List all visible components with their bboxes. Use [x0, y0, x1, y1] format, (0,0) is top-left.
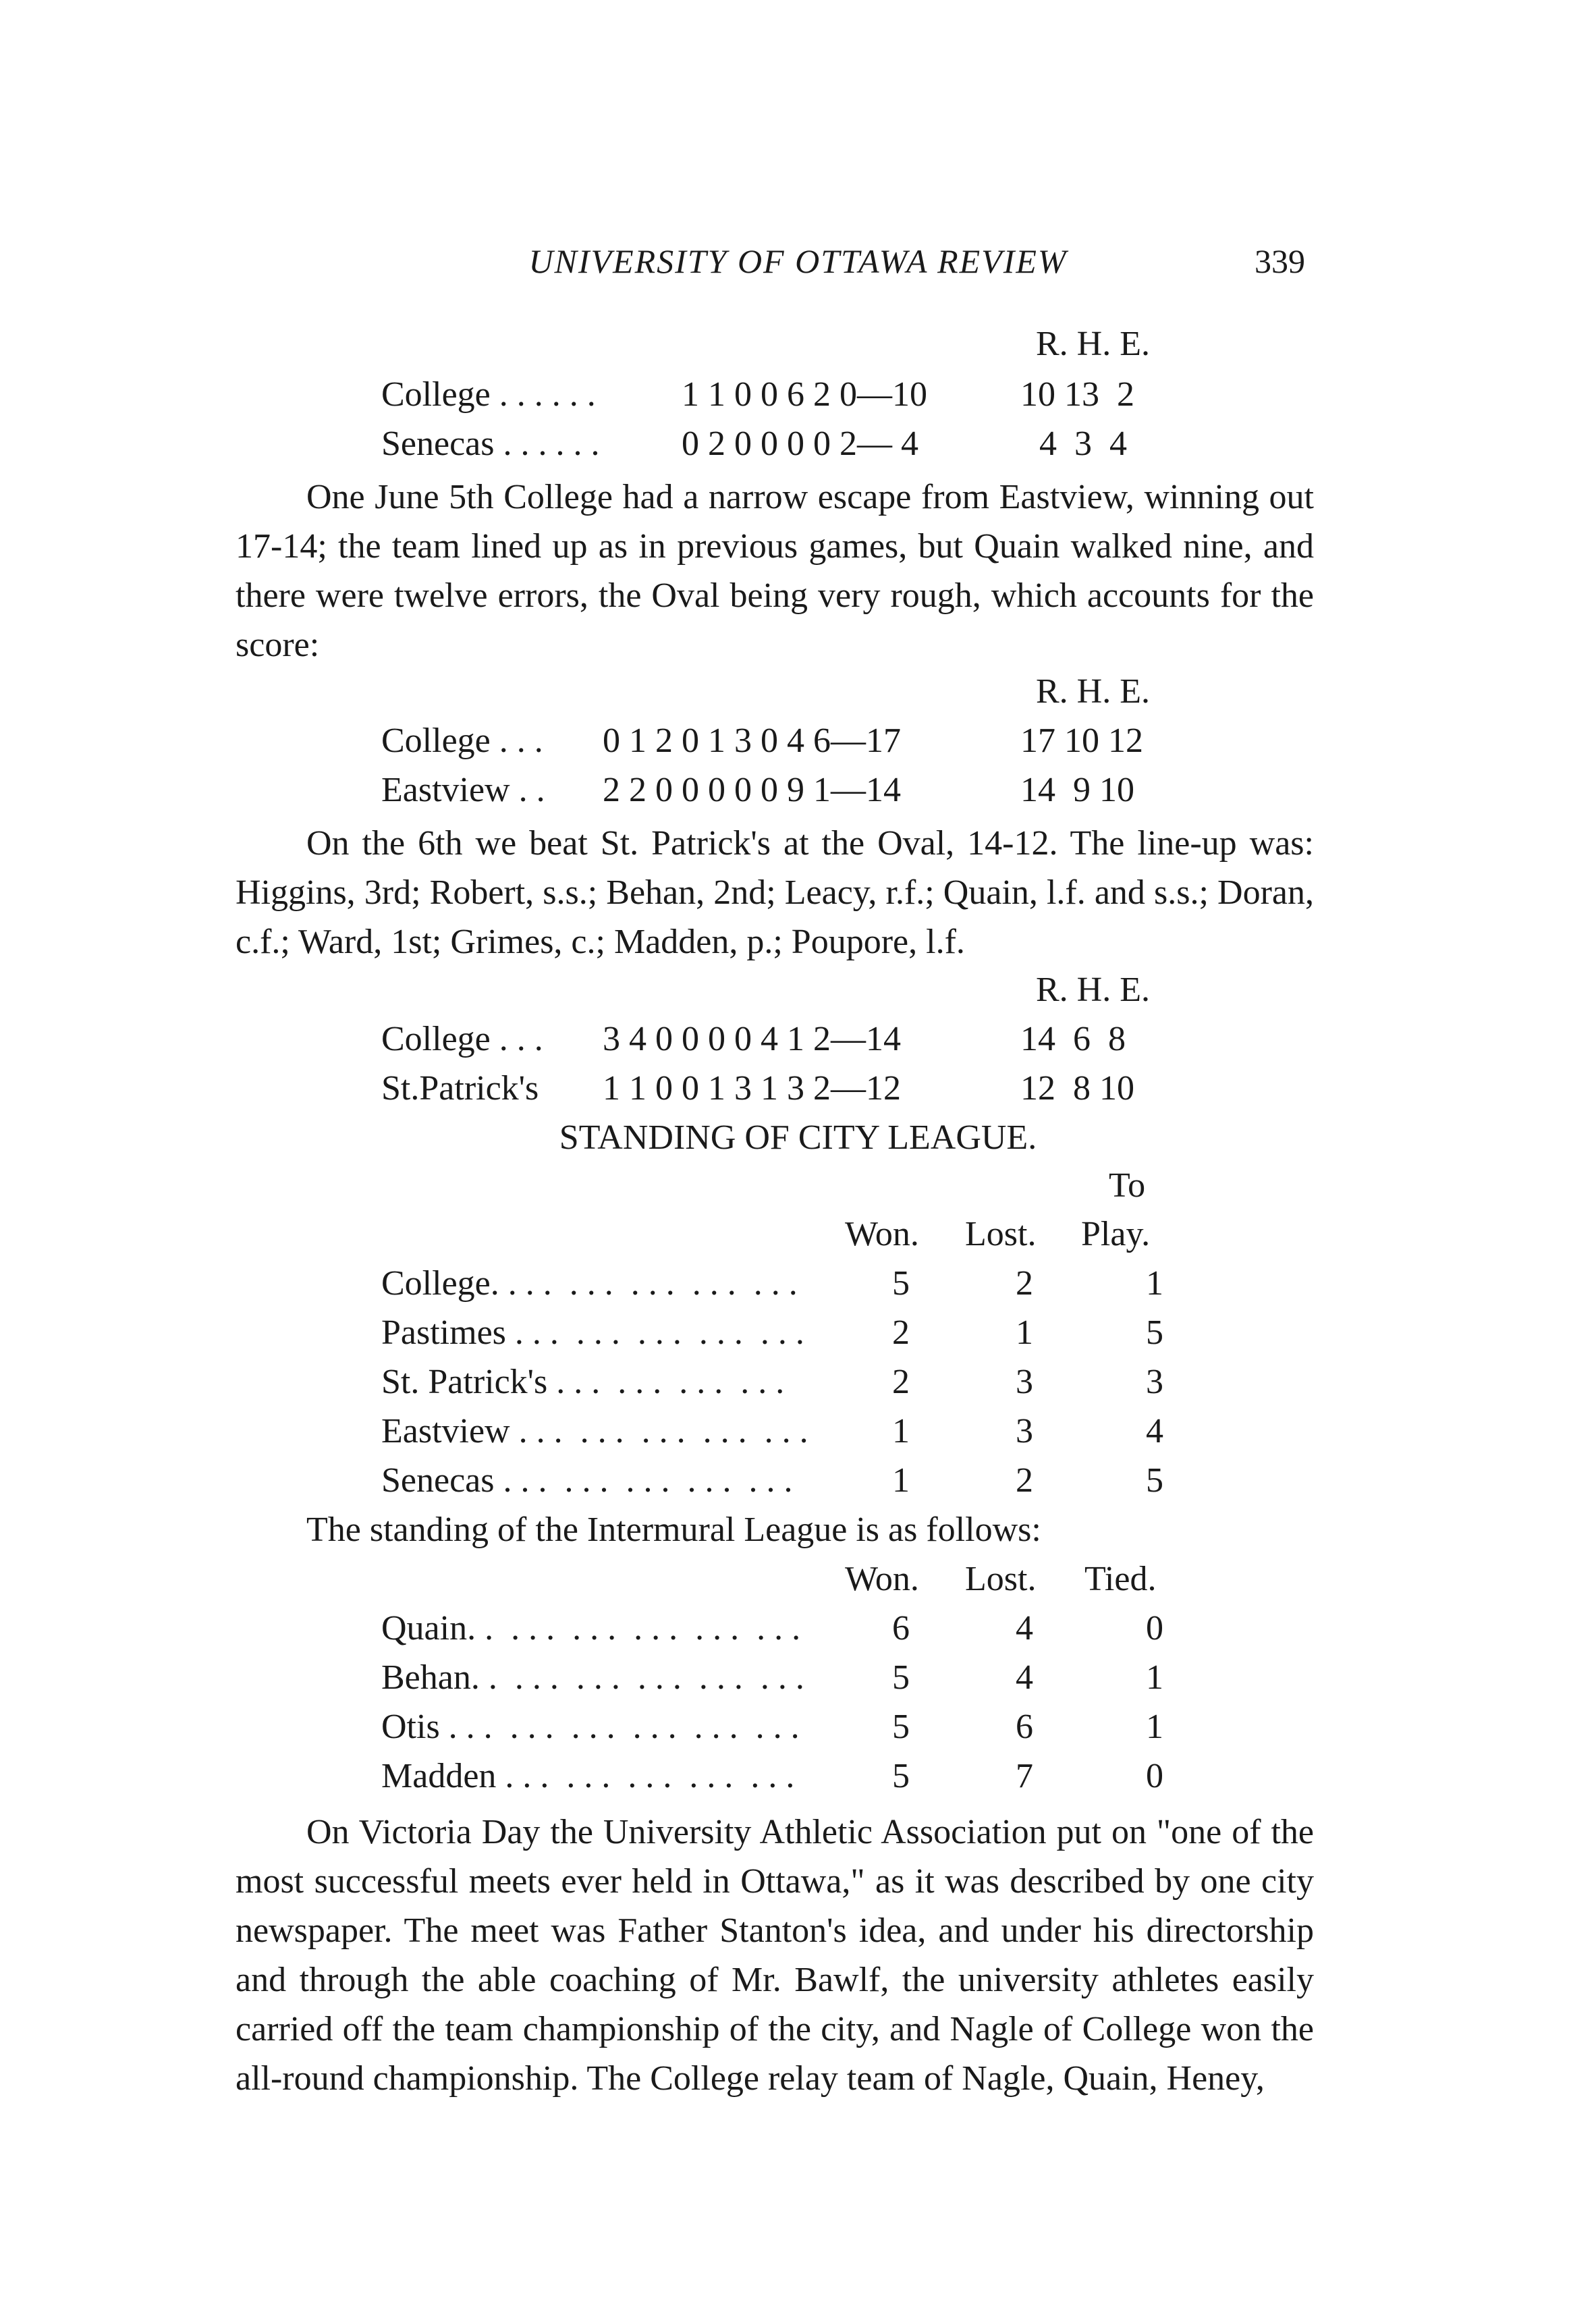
tied-value: 1: [1146, 1708, 1163, 1746]
team-name: Behan. . . . . . . . . . . . . . . . .: [381, 1658, 804, 1697]
won-value: 5: [892, 1757, 910, 1795]
intermural-intro: The standing of the Intermural League is as follows:: [306, 1511, 1041, 1549]
won-value: 2: [892, 1363, 910, 1401]
paragraph-st-patricks: On the 6th we beat St. Patrick's at the Oval, 14-12. The line-up was: Higgins, 3rd; Robert, s.s.; Behan, 2nd; Leacy, r.f.; Quain, l.f. and s.s.; Doran, c.f.; Ward, 1st; Grimes, c.; Madden, p.; Poupore, l.f.: [236, 824, 1314, 961]
lost-value: 2: [1016, 1264, 1033, 1303]
team-name: St. Patrick's . . . . . . . . . . . .: [381, 1363, 785, 1401]
city-league-title: STANDING OF CITY LEAGUE.: [559, 1118, 1037, 1157]
won-value: 5: [892, 1708, 910, 1746]
lost-value: 4: [1016, 1609, 1033, 1648]
box-team: College . . . . . .: [381, 375, 596, 414]
col-lost: Lost.: [965, 1215, 1037, 1253]
rhe-header: R. H. E.: [1036, 971, 1150, 1009]
paragraph-eastview: One June 5th College had a narrow escape from Eastview, winning out 17-14; the team lined up as in previous games, but Quain walked nine, and there were twelve errors, the Oval being very rough, which accounts for the score:: [236, 478, 1314, 664]
team-name: Senecas . . . . . . . . . . . . . . .: [381, 1461, 793, 1500]
col-won: Won.: [845, 1560, 919, 1598]
lost-value: 3: [1016, 1412, 1033, 1450]
box-team: Eastview . .: [381, 771, 545, 809]
box-rhe: 17 10 12: [1020, 722, 1143, 760]
page-number: 339: [1255, 242, 1305, 280]
team-name: Quain. . . . . . . . . . . . . . . . .: [381, 1609, 801, 1648]
team-name: Pastimes . . . . . . . . . . . . . . .: [381, 1313, 804, 1352]
box-team: Senecas . . . . . .: [381, 425, 600, 463]
toplay-value: 3: [1146, 1363, 1163, 1401]
box-team: College . . .: [381, 1020, 543, 1058]
col-tied: Tied.: [1084, 1560, 1157, 1598]
lost-value: 6: [1016, 1708, 1033, 1746]
box-team: College . . .: [381, 722, 543, 760]
box-rhe: 14 9 10: [1020, 771, 1134, 809]
box-rhe: 10 13 2: [1020, 375, 1134, 414]
won-value: 5: [892, 1658, 910, 1697]
rhe-header: R. H. E.: [1036, 672, 1150, 711]
box-innings: 3 4 0 0 0 0 4 1 2—14: [603, 1020, 901, 1058]
col-lost: Lost.: [965, 1560, 1037, 1598]
lost-value: 2: [1016, 1461, 1033, 1500]
lost-value: 7: [1016, 1757, 1033, 1795]
toplay-value: 5: [1146, 1313, 1163, 1352]
lost-value: 1: [1016, 1313, 1033, 1352]
box-team: St.Patrick's: [381, 1069, 539, 1108]
won-value: 1: [892, 1412, 910, 1450]
toplay-value: 1: [1146, 1264, 1163, 1303]
team-name: Madden . . . . . . . . . . . . . . .: [381, 1757, 795, 1795]
box-innings: 2 2 0 0 0 0 0 9 1—14: [603, 771, 901, 809]
col-toplay-line2: Play.: [1081, 1215, 1151, 1253]
won-value: 6: [892, 1609, 910, 1648]
team-name: Otis . . . . . . . . . . . . . . . . . .: [381, 1708, 800, 1746]
tied-value: 0: [1146, 1609, 1163, 1648]
tied-value: 1: [1146, 1658, 1163, 1697]
won-value: 2: [892, 1313, 910, 1352]
rhe-header: R. H. E.: [1036, 325, 1150, 363]
lost-value: 4: [1016, 1658, 1033, 1697]
toplay-value: 5: [1146, 1461, 1163, 1500]
col-won: Won.: [845, 1215, 919, 1253]
tied-value: 0: [1146, 1757, 1163, 1795]
team-name: Eastview . . . . . . . . . . . . . . .: [381, 1412, 808, 1450]
toplay-value: 4: [1146, 1412, 1163, 1450]
paragraph-victoria-day: On Victoria Day the University Athletic Association put on "one of the most successful meets ever held in Ottawa," as it was described by one city newspaper. The meet was Father Stanton's idea, and under his directorship and through the able coaching of Mr. Bawlf, the university athletes easily carried off the team championship of the city, and Nagle of College won the all-round championship. The College relay team of Nagle, Quain, Heney,: [236, 1813, 1314, 2098]
box-innings: 0 1 2 0 1 3 0 4 6—17: [603, 722, 901, 760]
box-innings: 1 1 0 0 1 3 1 3 2—12: [603, 1069, 901, 1108]
col-toplay-line1: To: [1109, 1166, 1146, 1205]
won-value: 5: [892, 1264, 910, 1303]
box-rhe: 4 3 4: [1039, 425, 1127, 463]
box-rhe: 14 6 8: [1020, 1020, 1126, 1058]
box-innings: 0 2 0 0 0 0 2— 4: [682, 425, 918, 463]
team-name: College. . . . . . . . . . . . . . . .: [381, 1264, 798, 1303]
box-innings: 1 1 0 0 6 2 0—10: [682, 375, 927, 414]
lost-value: 3: [1016, 1363, 1033, 1401]
running-title: UNIVERSITY OF OTTAWA REVIEW: [528, 242, 1068, 280]
box-rhe: 12 8 10: [1020, 1069, 1134, 1108]
won-value: 1: [892, 1461, 910, 1500]
